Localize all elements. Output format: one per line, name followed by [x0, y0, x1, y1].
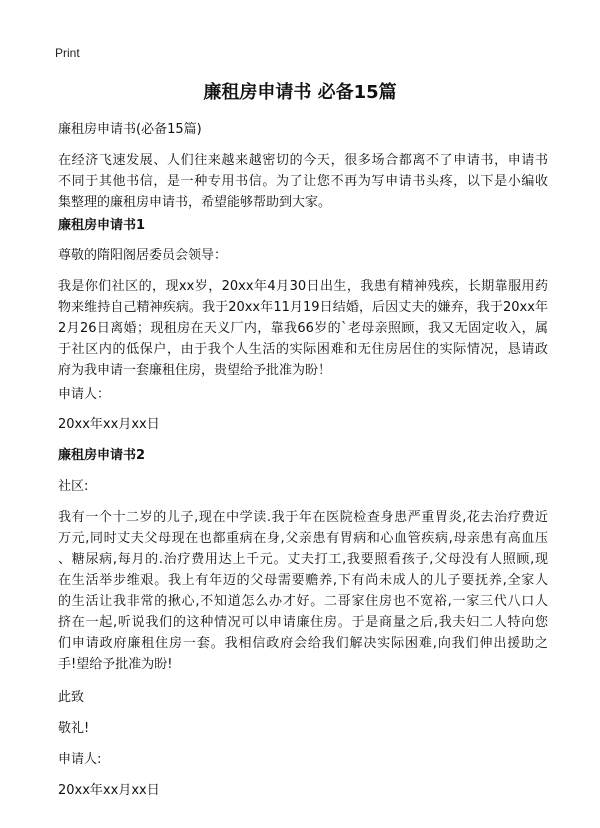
letter2-line: 挤在一起,听说我们的这种情况可以申请廉住房。于是商量之后,我夫妇二人特向您: [58, 615, 548, 630]
letter1-applicant: 申请人：: [58, 387, 111, 402]
letter1-date: 20xx年xx月xx日: [58, 417, 160, 432]
letter2-line: 们申请政府廉租住房一套。我相信政府会给我们解决实际困难,向我们伸出援助之: [58, 636, 548, 651]
letter1-heading: 廉租房申请书1: [58, 218, 146, 233]
letter2-closing-2: 敬礼!: [58, 721, 90, 736]
letter1-line: 物来维持自己精神疾病。我于20xx年11月19日结婚，后因丈夫的嫌弃，我于20xx年: [58, 300, 548, 315]
page-title: 廉租房申请书 必备15篇: [203, 82, 397, 103]
letter2-line: 、糖尿病,每月的.治疗费用达上千元。丈夫打工,我要照看孩子,父母没有人照顾,现: [58, 552, 548, 567]
letter2-line: 我有一个十二岁的儿子,现在中学读.我于年在医院检查身患严重胃炎,花去治疗费近: [58, 510, 548, 525]
letter2-date: 20xx年xx月xx日: [58, 783, 160, 798]
letter2-applicant: 申请人:: [58, 752, 102, 767]
letter1-line: 2月26日离婚；现租房在天义厂内，靠我66岁的`老母亲照顾，我又无固定收入，属: [58, 321, 548, 336]
subtitle: 廉租房申请书(必备15篇): [58, 122, 202, 137]
letter1-line: 我是你们社区的，现xx岁，20xx年4月30日出生，我患有精神残疾，长期靠服用药: [58, 279, 548, 294]
letter2-line: 的生活让我非常的揪心,不知道怎么办才好。二哥家住房也不宽裕,一家三代八口人: [58, 594, 548, 609]
letter2-line: 在生活举步维艰。我上有年迈的父母需要赡养,下有尚未成人的儿子要抚养,全家人: [58, 573, 548, 588]
intro-line: 不同于其他书信，是一种专用书信。为了让您不再为写申请书头疼，以下是小编收: [58, 174, 548, 189]
letter2-heading: 廉租房申请书2: [58, 448, 146, 463]
letter2-line: 万元,同时丈夫父母现在也都重病在身,父亲患有胃病和心血管疾病,母亲患有高血压: [58, 531, 548, 546]
letter2-line: 手!望给予批准为盼!: [58, 657, 173, 672]
intro-line: 集整理的廉租房申请书，希望能够帮助到大家。: [58, 195, 332, 210]
print-link[interactable]: Print: [55, 46, 80, 60]
intro-line: 在经济飞速发展、人们往来越来越密切的今天，很多场合都离不了申请书，申请书: [58, 153, 548, 168]
letter2-greeting: 社区:: [58, 479, 89, 494]
letter1-line: 于社区内的低保户，由于我个人生活的实际困难和无住房居住的实际情况，恳请政: [58, 342, 548, 357]
letter2-closing-1: 此致: [58, 690, 85, 705]
letter1-greeting: 尊敬的隋阳阁居委员会领导：: [58, 248, 228, 263]
letter1-line: 府为我申请一套廉租住房，贵望给予批准为盼！: [58, 363, 332, 378]
